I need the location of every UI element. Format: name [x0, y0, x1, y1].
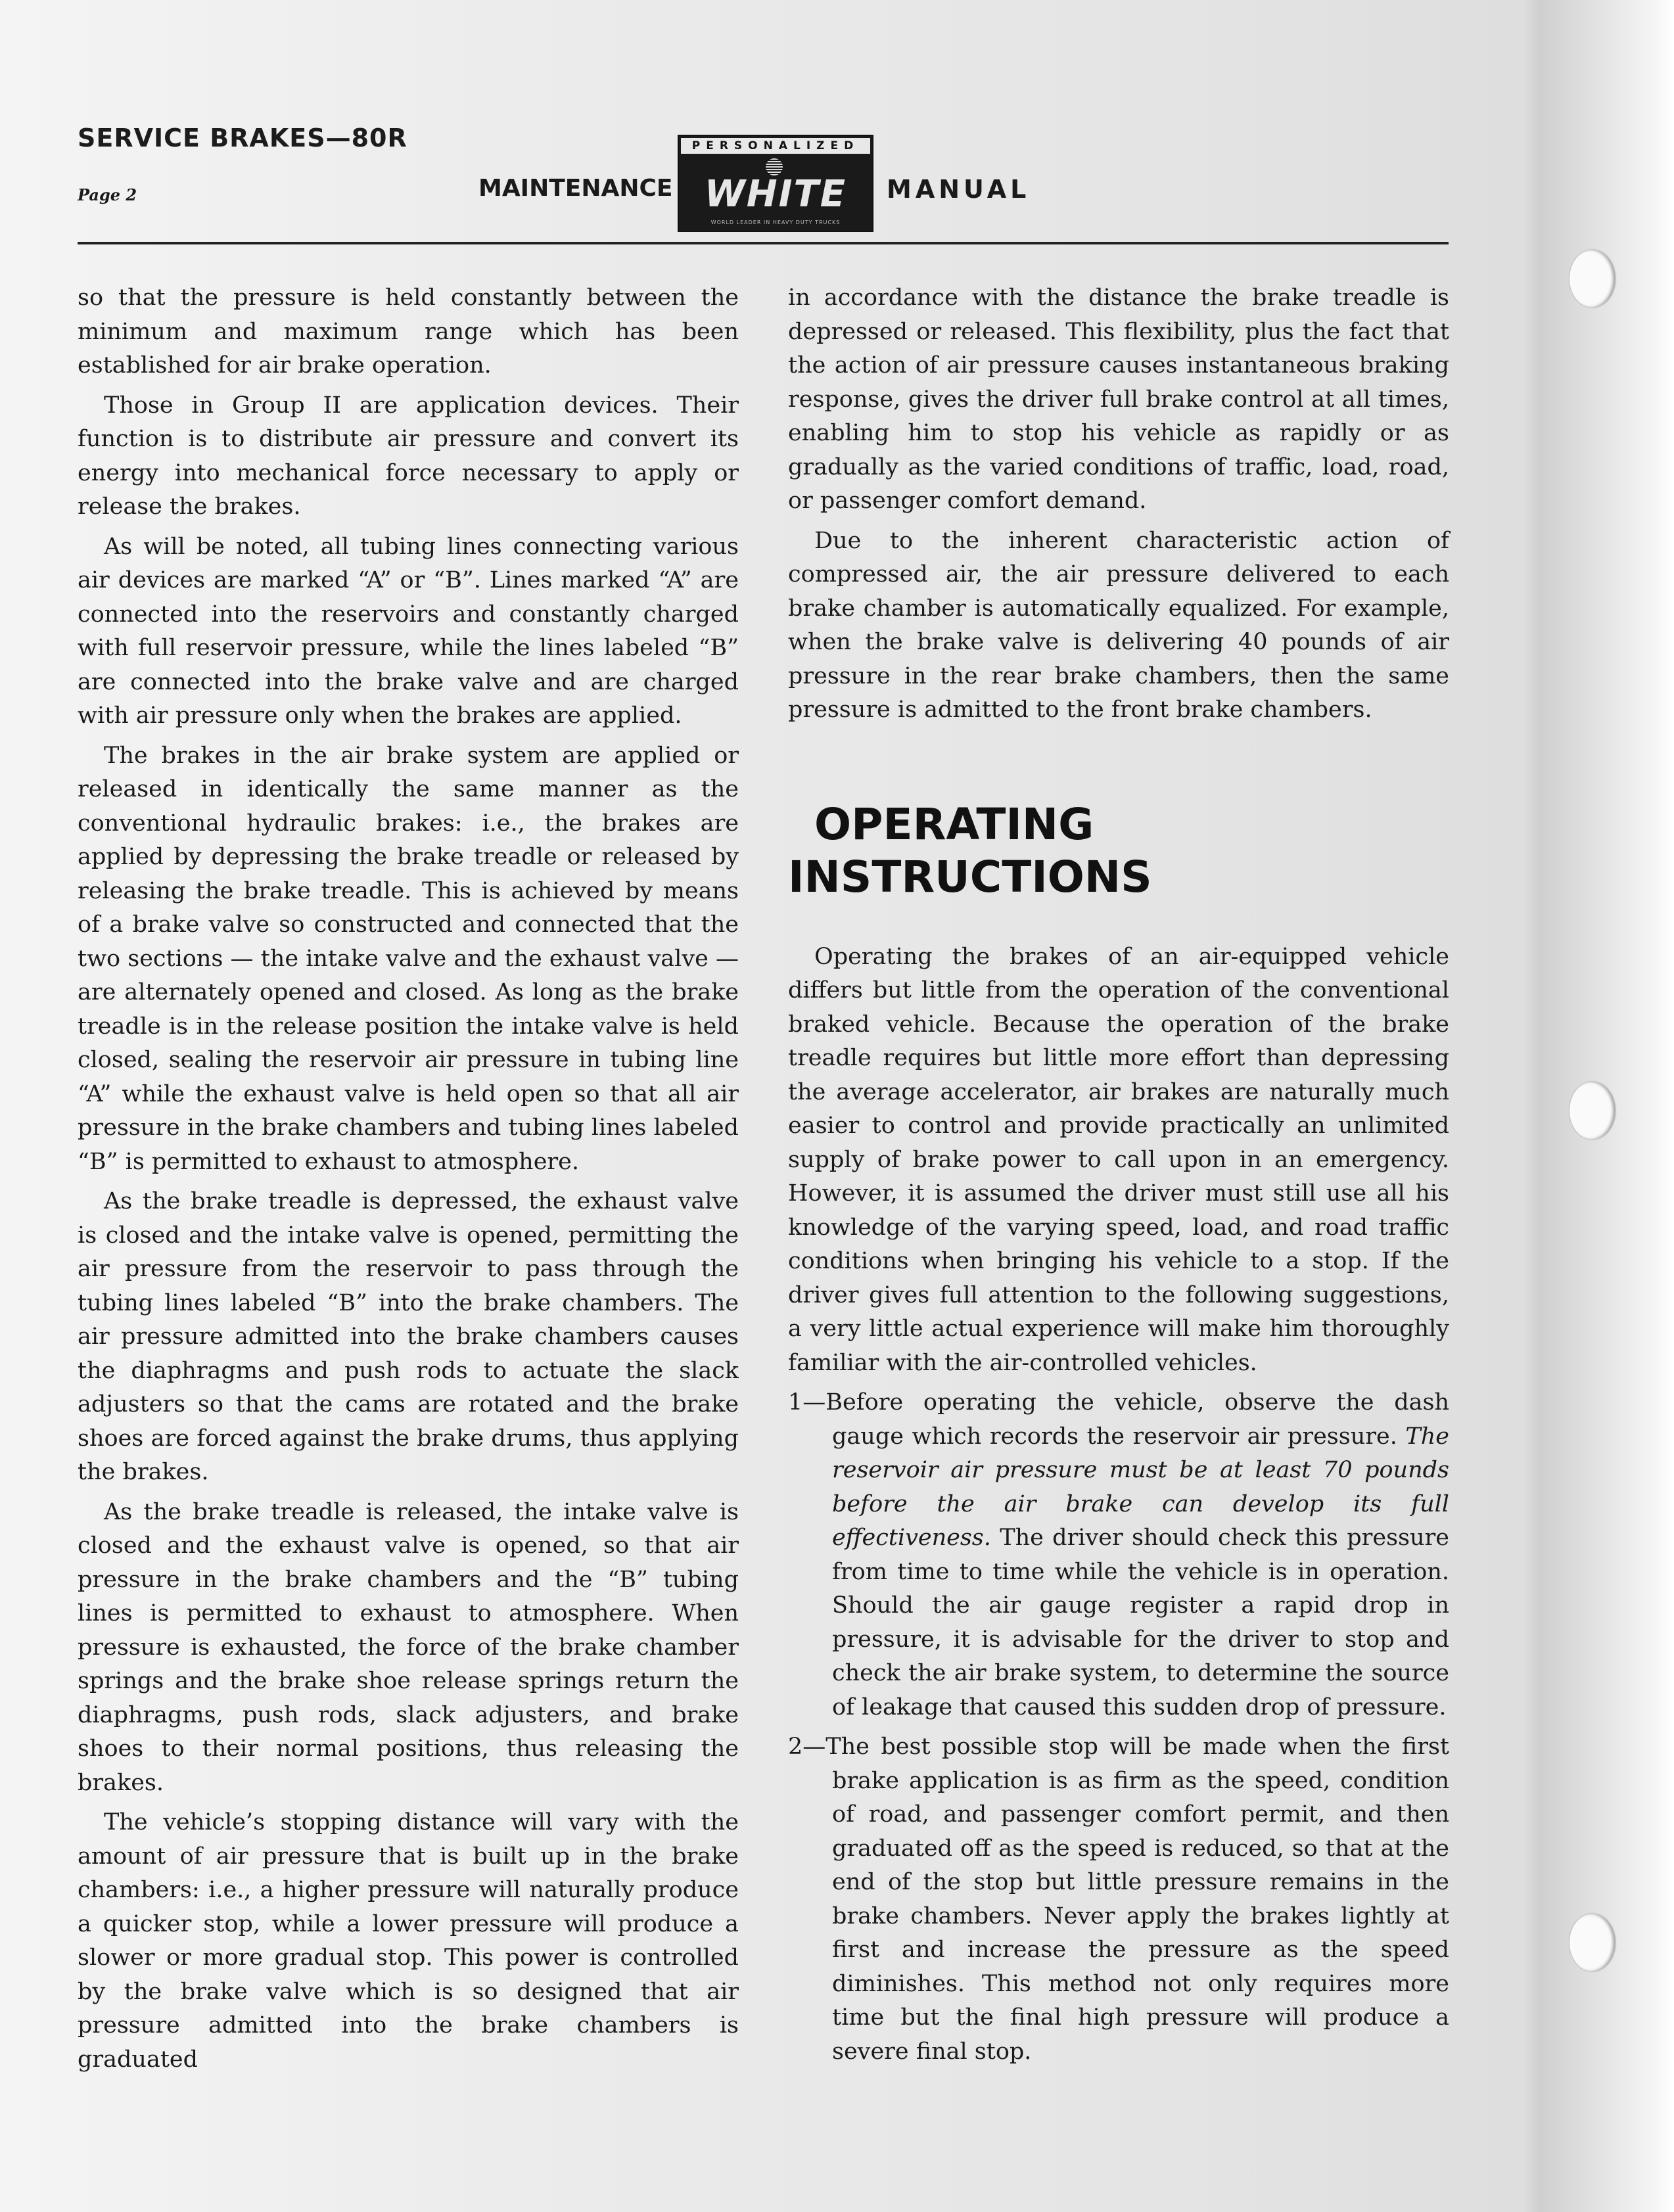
paragraph: As the brake treadle is released, the intake valve is closed and the exhaust valve is opened, so that air pressure in the brake chambers and the “B” tubing lines is permitted to exhaust to atmosphere. When pressure is exhausted, the force of the brake chamber springs and the brake shoe release springs return the diaphragms, push rods, slack adjusters, and brake shoes to their normal positions, thus releasing the brakes.: [78, 1498, 739, 1796]
paragraph: Operating the brakes of an air-equipped vehicle differs but little from the operation of the conventional braked vehicle. Because the operation of the brake treadle requires but little more effort than depressing the average accelerator, air brakes are naturally much easier to control and provide practically an unlimited supply of brake power to call upon in an emergency. However, it is assumed the driver must still use all his knowledge of the varying speed, load, and road traffic conditions when bringing his vehicle to a stop. If the driver gives full attention to the following suggestions, a very little actual experience will make him thoroughly familiar with the air-controlled vehicles.: [788, 943, 1449, 1376]
header-maintenance: MAINTENANCE: [478, 175, 673, 202]
punch-hole: [1569, 1914, 1616, 1971]
paragraph: so that the pressure is held constantly between the minimum and maximum range which has been established for air brake operation.: [78, 285, 739, 379]
header-rule: [78, 242, 1449, 244]
section-title: SERVICE BRAKES—80R: [78, 124, 407, 152]
item-text: The driver should check this pressure from time to time while the vehicle is in operation. Should the air gauge register a rapid drop in pressure, it is advisable for the driver to stop and check the air brake system, to determine the source of leakage that caused this sudden drop of pressure.: [832, 1525, 1449, 1720]
logo-brand: WHITE: [705, 173, 847, 216]
page-number: Page 2: [78, 185, 137, 204]
right-column: [788, 281, 1449, 2075]
item-number: 2—: [788, 1734, 826, 1760]
paragraph: Those in Group II are application devices. Their function is to distribute air pressure and convert its energy into mechanical force necessary to apply or release the brakes.: [78, 392, 739, 520]
paragraph: in accordance with the distance the brake treadle is depressed or released. This flexibility, plus the fact that the action of air pressure causes instantaneous braking response, gives the driver full brake control at all times, enabling him to stop his vehicle as rapidly or as gradually as the varied conditions of traffic, load, road, or passenger comfort demand.: [788, 285, 1449, 514]
header-manual: MANUAL: [887, 175, 1031, 204]
item-text: The best possible stop will be made when the first brake application is as firm as the speed, condition of road, and passenger comfort permit, and then graduated off as the speed is reduced, so that at the end of the stop but little pressure remains in the brake chambers. Never apply the brakes lightly at first and increase the pressure as the speed diminishes. This method not only requires more time but the final high pressure will produce a severe final stop.: [825, 1734, 1449, 2065]
operating-instructions-heading: OPERATING INSTRUCTIONS: [788, 798, 1152, 902]
punch-hole: [1569, 1082, 1616, 1140]
item-text: Before operating the vehicle, observe the dash gauge which records the reservoir air pressure.: [825, 1389, 1449, 1450]
white-logo: [678, 135, 873, 232]
list-item-1: [788, 1386, 1449, 1724]
item-number: 1—: [788, 1389, 826, 1416]
paragraph: The vehicle’s stopping distance will vary with the amount of air pressure that is built up in the brake chambers: i.e., a higher pressure will naturally produce a quicker stop, while a lower pressure will produce a slower or more gradual stop. This power is controlled by the brake valve which is so designed that air pressure admitted into the brake chambers is graduated: [78, 1809, 739, 2073]
paragraph: Due to the inherent characteristic action of compressed air, the air pressure delivered to each brake chamber is automatically equalized. For example, when the brake valve is delivering 40 pounds of air pressure in the rear brake chambers, then the same pressure is admitted to the front brake chambers.: [788, 527, 1449, 723]
left-column: [78, 281, 739, 2083]
punch-hole: [1569, 250, 1616, 308]
item-emphasis: The reservoir air pressure must be at least 70 pounds before the air brake can develop its full effectiveness.: [832, 1423, 1449, 1551]
list-item-2: [788, 1730, 1449, 2069]
paragraph: The brakes in the air brake system are applied or released in identically the same manner as the conventional hydraulic brakes: i.e., the brakes are applied by depressing the brake treadle or released by releasing the brake treadle. This is achieved by means of a brake valve so constructed and connected that the two sections — the intake valve and the exhaust valve — are alternately opened and closed. As long as the brake treadle is in the release position the intake valve is held closed, sealing the reservoir air pressure in tubing line “A” while the exhaust valve is held open so that all air pressure in the brake chambers and tubing lines labeled “B” is permitted to exhaust to atmosphere.: [78, 742, 739, 1175]
paragraph: As will be noted, all tubing lines connecting various air devices are marked “A” or “B”. Lines marked “A” are connected into the reservoirs and constantly charged with full reservoir pressure, while the lines labeled “B” are connected into the brake valve and are charged with air pressure only when the brakes are applied.: [78, 533, 739, 729]
paragraph: As the brake treadle is depressed, the exhaust valve is closed and the intake valve is opened, permitting the air pressure from the reservoir to pass through the tubing lines labeled “B” into the brake chambers. The air pressure admitted into the brake chambers causes the diaphragms and push rods to actuate the slack adjusters so that the cams are rotated and the brake shoes are forced against the brake drums, thus applying the brakes.: [78, 1188, 739, 1485]
logo-tagline: WORLD LEADER IN HEAVY DUTY TRUCKS: [710, 219, 841, 225]
logo-personalized: PERSONALIZED: [681, 138, 870, 154]
